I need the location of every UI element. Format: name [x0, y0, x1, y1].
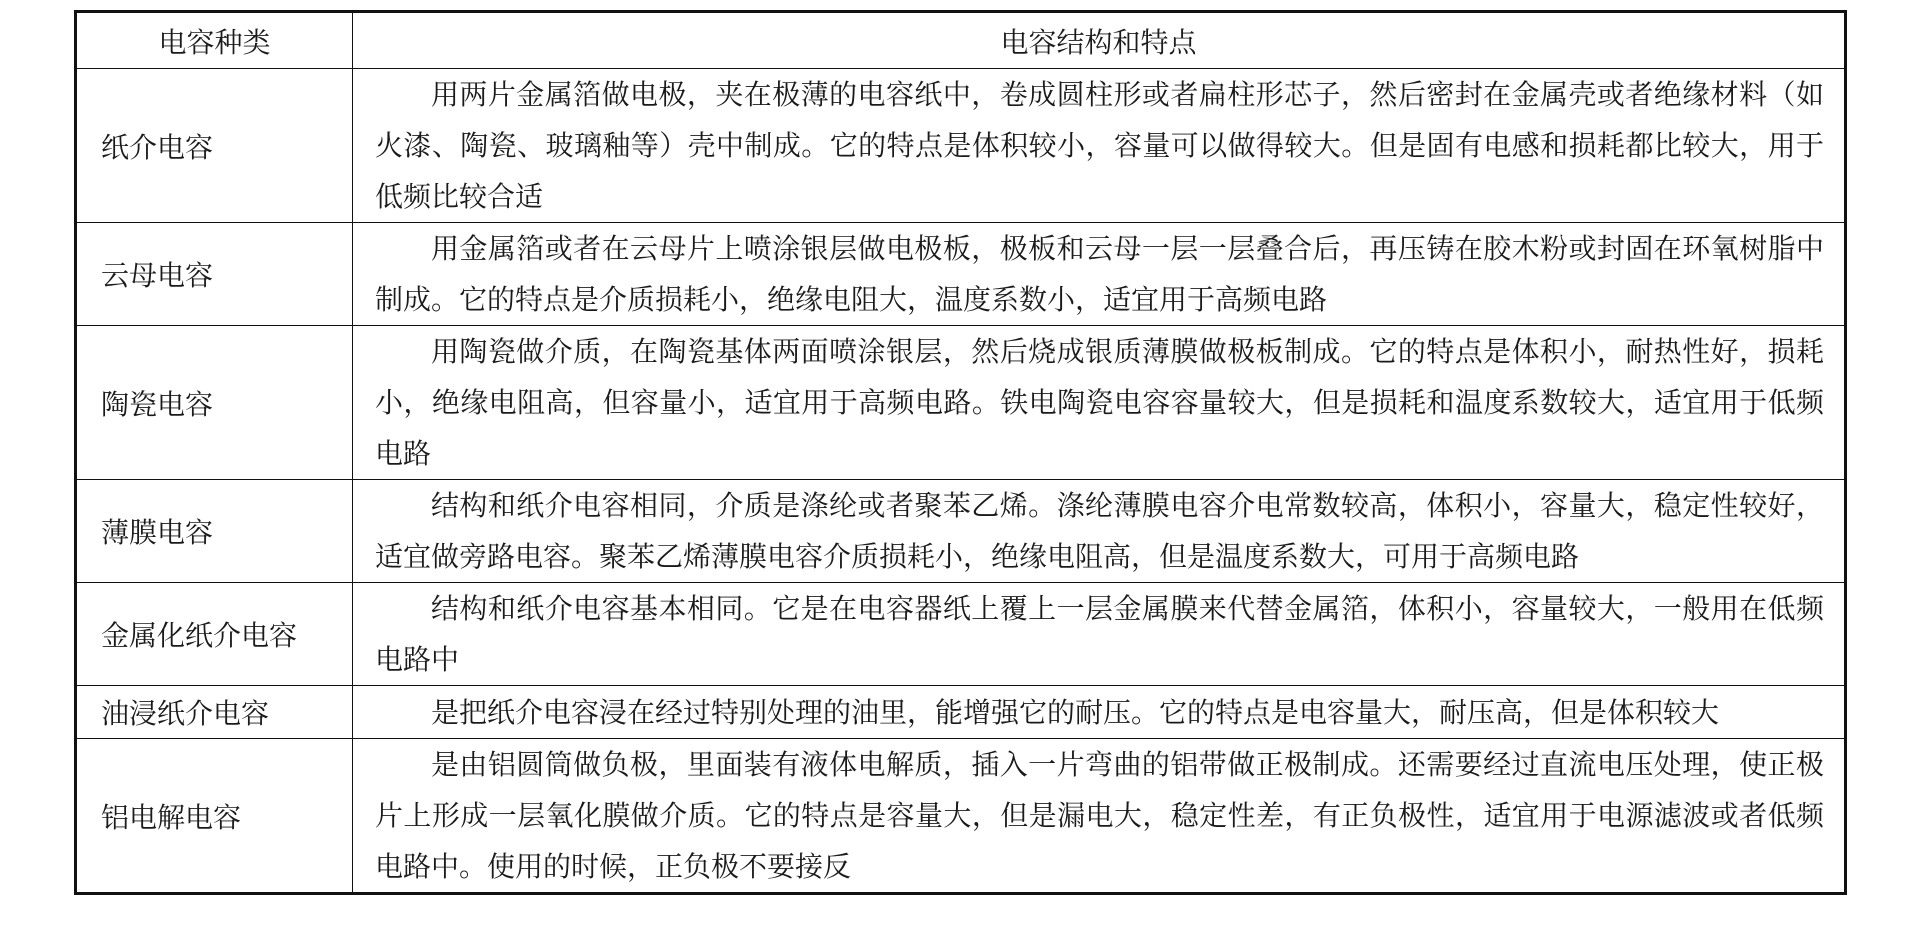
- capacitor-table: [74, 10, 1847, 895]
- table-row: [76, 480, 1846, 583]
- cell-type: 云母电容: [76, 223, 353, 326]
- header-row: [76, 12, 1846, 69]
- header-structure-features: 电容结构和特点: [353, 12, 1846, 69]
- cell-type: 陶瓷电容: [76, 326, 353, 480]
- cell-type: 薄膜电容: [76, 480, 353, 583]
- table-header: [76, 12, 1846, 69]
- cell-type: 纸介电容: [76, 69, 353, 223]
- table-row: [76, 686, 1846, 739]
- cell-description: 是由铝圆筒做负极，里面装有液体电解质，插入一片弯曲的铝带做正极制成。还需要经过直流电压处理，使正极片上形成一层氧化膜做介质。它的特点是容量大，但是漏电大，稳定性差，有正负极性，适宜用于电源滤波或者低频电路中。使用的时候，正负极不要接反: [353, 739, 1846, 894]
- cell-description: 结构和纸介电容基本相同。它是在电容器纸上覆上一层金属膜来代替金属箔，体积小，容量较大，一般用在低频电路中: [353, 583, 1846, 686]
- table-body: [76, 69, 1846, 894]
- table-row: [76, 739, 1846, 894]
- table-row: [76, 69, 1846, 223]
- header-capacitor-type: 电容种类: [76, 12, 353, 69]
- cell-description: 结构和纸介电容相同，介质是涤纶或者聚苯乙烯。涤纶薄膜电容介电常数较高，体积小，容量大，稳定性较好，适宜做旁路电容。聚苯乙烯薄膜电容介质损耗小，绝缘电阻高，但是温度系数大，可用于高频电路: [353, 480, 1846, 583]
- cell-description: 用两片金属箔做电极，夹在极薄的电容纸中，卷成圆柱形或者扁柱形芯子，然后密封在金属壳或者绝缘材料（如火漆、陶瓷、玻璃釉等）壳中制成。它的特点是体积较小，容量可以做得较大。但是固有电感和损耗都比较大，用于低频比较合适: [353, 69, 1846, 223]
- cell-description: 是把纸介电容浸在经过特别处理的油里，能增强它的耐压。它的特点是电容量大，耐压高，但是体积较大: [353, 686, 1846, 739]
- cell-type: 铝电解电容: [76, 739, 353, 894]
- cell-type: 油浸纸介电容: [76, 686, 353, 739]
- cell-type: 金属化纸介电容: [76, 583, 353, 686]
- table-row: [76, 326, 1846, 480]
- table-row: [76, 583, 1846, 686]
- table-row: [76, 223, 1846, 326]
- cell-description: 用陶瓷做介质，在陶瓷基体两面喷涂银层，然后烧成银质薄膜做极板制成。它的特点是体积小，耐热性好，损耗小，绝缘电阻高，但容量小，适宜用于高频电路。铁电陶瓷电容容量较大，但是损耗和温度系数较大，适宜用于低频电路: [353, 326, 1846, 480]
- cell-description: 用金属箔或者在云母片上喷涂银层做电极板，极板和云母一层一层叠合后，再压铸在胶木粉或封固在环氧树脂中制成。它的特点是介质损耗小，绝缘电阻大，温度系数小，适宜用于高频电路: [353, 223, 1846, 326]
- capacitor-table-container: [74, 10, 1844, 895]
